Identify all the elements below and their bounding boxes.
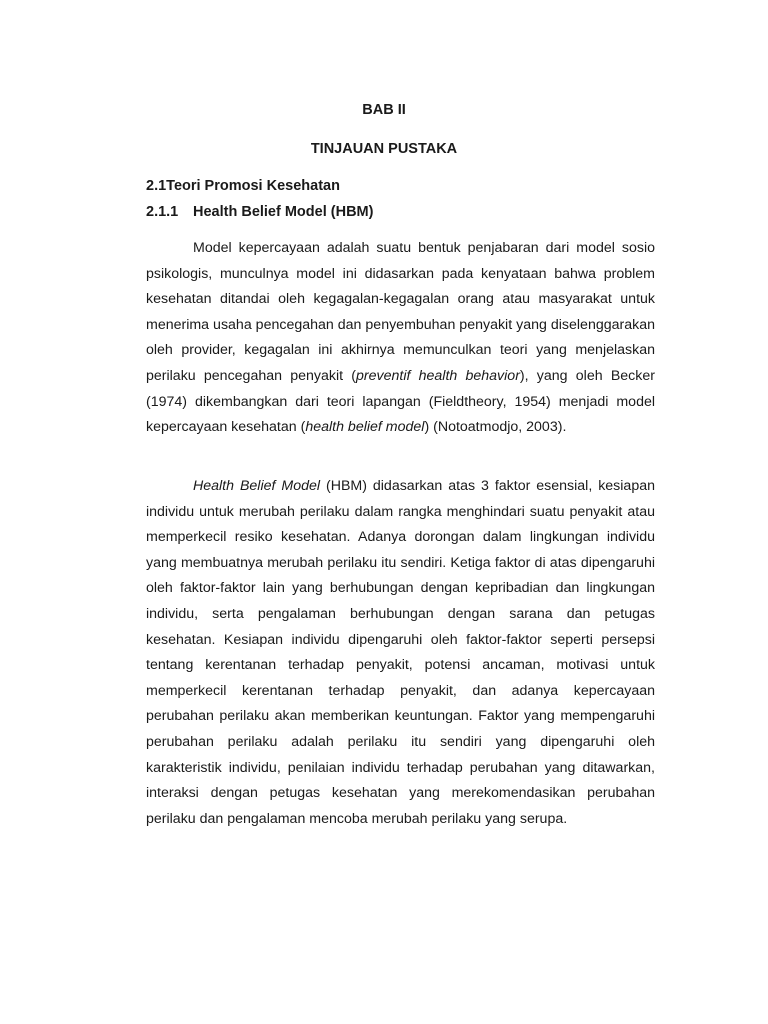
- chapter-heading: BAB II: [362, 102, 406, 118]
- paragraph-text: (HBM) didasarkan atas 3 faktor esensial, kesiapan individu untuk merubah perilaku dalam rangka menghindari suatu penyakit atau memperkecil resiko kesehatan. Adanya dorongan dalam lingkungan individu yang membuatnya merubah perilaku itu sendiri. Ketiga faktor di atas dipengaruhi oleh faktor-faktor lain yang berhubungan dengan kepribadian dan lingkungan individu, serta pengalaman berhubungan dengan sarana dan petugas kesehatan. Kesiapan individu dipengaruhi oleh faktor-faktor seperti persepsi tentang kerentanan terhadap penyakit, potensi ancaman, motivasi untuk memperkecil kerentanan terhadap penyakit, dan adanya kepercayaan perubahan perilaku akan memberikan keuntungan. Faktor yang mempengaruhi perubahan perilaku adalah perilaku itu sendiri yang dipengaruhi oleh karakteristik individu, penilaian individu terhadap perubahan yang ditawarkan, interaksi dengan petugas kesehatan yang merekomendasikan perubahan perilaku dan pengalaman mencoba merubah perilaku yang serupa.: [146, 478, 655, 827]
- italic-term: health belief model: [305, 419, 425, 436]
- paragraph-health-belief-model: [146, 474, 655, 832]
- section-heading-2-1-1: [146, 204, 373, 220]
- paragraph-text: ) (Notoatmodjo, 2003).: [424, 419, 567, 436]
- section-heading-2-1: 2.1Teori Promosi Kesehatan: [146, 178, 340, 194]
- section-number: 2.1.1: [146, 204, 179, 220]
- paragraph-text: Model kepercayaan adalah suatu bentuk penjabaran dari model sosio psikologis, munculnya model ini didasarkan pada kenyataan bahwa problem kesehatan ditandai oleh kegagalan-kegagalan orang atau masyarakat untuk menerima usaha pencegahan dan penyembuhan penyakit yang diselenggarakan oleh provider, kegagalan ini akhirnya memunculkan teori yang menjelaskan perilaku pencegahan penyakit (: [146, 240, 655, 384]
- section-title: Health Belief Model (HBM): [193, 204, 374, 220]
- italic-term: Health Belief Model: [193, 478, 321, 494]
- paragraph-text: ), yang oleh Becker (1974) dikembangkan dari teori lapangan (Fieldtheory, 1954) menjadi model kepercayaan kesehatan (: [146, 367, 655, 436]
- italic-term: preventif health behavior: [356, 367, 520, 384]
- chapter-title: TINJAUAN PUSTAKA: [310, 141, 458, 157]
- paragraph-model-kepercayaan: [146, 236, 655, 441]
